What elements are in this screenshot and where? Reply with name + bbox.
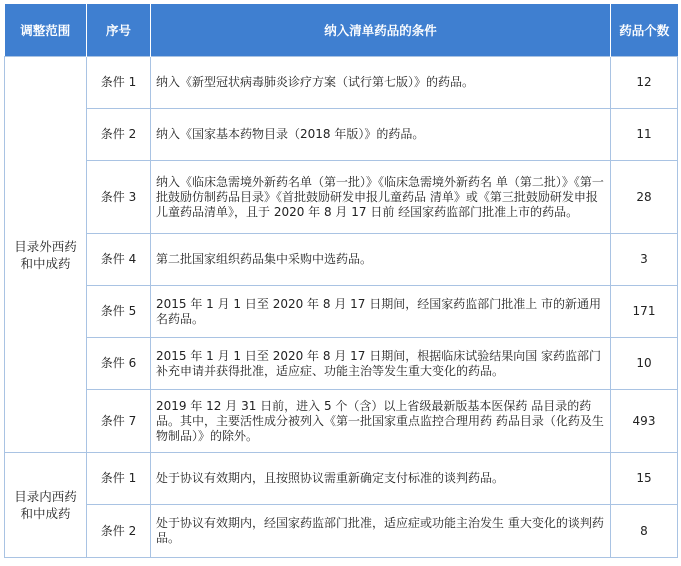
count-cell: 11 <box>611 109 678 161</box>
seq-cell: 条件 4 <box>87 234 151 286</box>
count-cell: 171 <box>611 286 678 338</box>
table-row <box>5 286 678 338</box>
table-row <box>5 338 678 390</box>
table-row <box>5 505 678 558</box>
condition-cell: 2015 年 1 月 1 日至 2020 年 8 月 17 日期间，经国家药监部门批准上 市的新通用名药品。 <box>151 286 611 338</box>
condition-cell: 2019 年 12 月 31 日前，进入 5 个（含）以上省级最新版基本医保药 品目录的药品。其中，主要活性成分被列入《第一批国家重点监控合理用药 药品目录（化药及生物制品）》的除外。 <box>151 390 611 453</box>
header-seq: 序号 <box>87 4 151 57</box>
seq-cell: 条件 5 <box>87 286 151 338</box>
condition-cell: 2015 年 1 月 1 日至 2020 年 8 月 17 日期间，根据临床试验结果向国 家药监部门补充申请并获得批准，适应症、功能主治等发生重大变化的药品。 <box>151 338 611 390</box>
count-cell: 10 <box>611 338 678 390</box>
seq-cell: 条件 3 <box>87 161 151 234</box>
count-cell: 15 <box>611 453 678 505</box>
condition-cell: 纳入《临床急需境外新药名单（第一批）》《临床急需境外新药名 单（第二批）》《第一批鼓励仿制药品目录》《首批鼓励研发申报儿童药品 清单》或《第三批鼓励研发申报儿童药品清单》，且于 2020 年 8 月 17 日前 经国家药监部门批准上市的药品。 <box>151 161 611 234</box>
drug-conditions-table <box>4 4 678 558</box>
seq-cell: 条件 2 <box>87 505 151 558</box>
table-row <box>5 161 678 234</box>
seq-cell: 条件 2 <box>87 109 151 161</box>
count-cell: 28 <box>611 161 678 234</box>
count-cell: 3 <box>611 234 678 286</box>
header-scope: 调整范围 <box>5 4 87 57</box>
scope-cell: 目录内西药和中成药 <box>5 453 87 558</box>
header-count: 药品个数 <box>611 4 678 57</box>
seq-cell: 条件 6 <box>87 338 151 390</box>
seq-cell: 条件 1 <box>87 57 151 109</box>
table-body <box>5 57 678 558</box>
table-row <box>5 57 678 109</box>
condition-cell: 纳入《新型冠状病毒肺炎诊疗方案（试行第七版）》的药品。 <box>151 57 611 109</box>
table-row <box>5 453 678 505</box>
condition-cell: 第二批国家组织药品集中采购中选药品。 <box>151 234 611 286</box>
condition-cell: 纳入《国家基本药物目录（2018 年版）》的药品。 <box>151 109 611 161</box>
seq-cell: 条件 7 <box>87 390 151 453</box>
header-condition: 纳入清单药品的条件 <box>151 4 611 57</box>
count-cell: 12 <box>611 57 678 109</box>
count-cell: 493 <box>611 390 678 453</box>
table-header <box>5 4 678 57</box>
count-cell: 8 <box>611 505 678 558</box>
table-row <box>5 109 678 161</box>
table-row <box>5 234 678 286</box>
table-row <box>5 390 678 453</box>
scope-cell: 目录外西药和中成药 <box>5 57 87 453</box>
condition-cell: 处于协议有效期内，经国家药监部门批准，适应症或功能主治发生 重大变化的谈判药品。 <box>151 505 611 558</box>
condition-cell: 处于协议有效期内，且按照协议需重新确定支付标准的谈判药品。 <box>151 453 611 505</box>
seq-cell: 条件 1 <box>87 453 151 505</box>
